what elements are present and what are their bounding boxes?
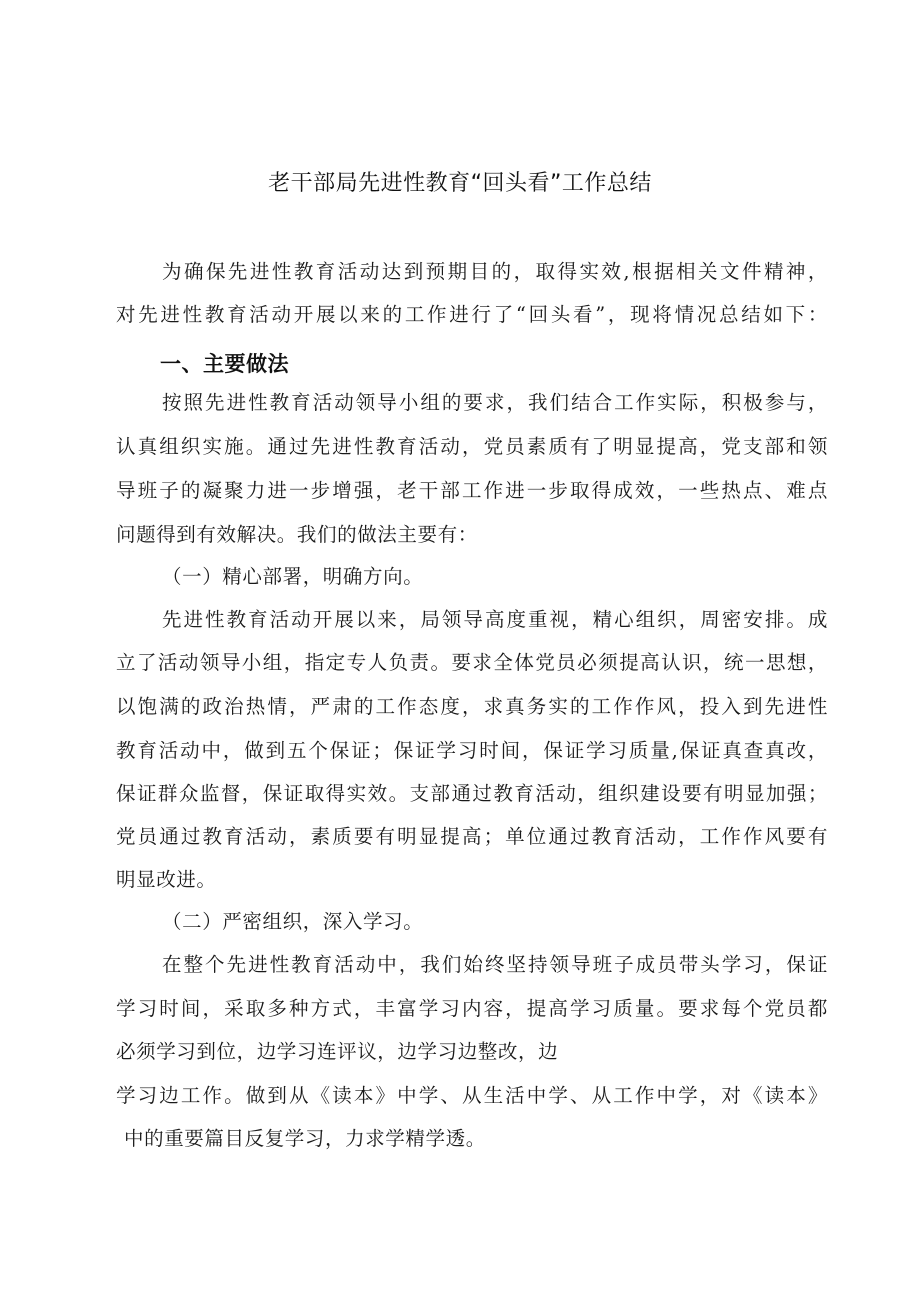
intro-line-2: 对先进性教育活动开展以来的工作进行了“回头看”，现将情况总结如下： <box>116 303 828 326</box>
para3-line-3: 必须学习到位，边学习连评议，边学习边整改，边 <box>116 1040 559 1063</box>
para3-line-2: 学习时间，采取多种方式，丰富学习内容，提高学习质量。要求每个党员都 <box>116 997 828 1020</box>
section-heading-main-practices: 一、主要做法 <box>160 352 289 376</box>
para2-line-3: 以饱满的政治热情，严肃的工作态度，求真务实的工作作风，投入到先进性 <box>116 695 828 718</box>
para2-line-1: 先进性教育活动开展以来，局领导高度重视，精心组织，周密安排。成 <box>162 608 828 631</box>
para2-line-5: 保证群众监督，保证取得实效。支部通过教育活动，组织建设要有明显加强； <box>116 782 828 805</box>
para3-line-1: 在整个先进性教育活动中，我们始终坚持领导班子成员带头学习，保证 <box>162 953 828 976</box>
para2-line-7: 明显改进。 <box>116 868 217 891</box>
intro-line-1: 为确保先进性教育活动达到预期目的，取得实效,根据相关文件精神， <box>162 260 828 283</box>
para1-line-2: 认真组织实施。通过先进性教育活动，党员素质有了明显提高，党支部和领 <box>116 435 828 458</box>
para1-line-3: 导班子的凝聚力进一步增强，老干部工作进一步取得成效，一些热点、难点 <box>116 479 828 502</box>
subheading-2: （二）严密组织，深入学习。 <box>162 910 424 933</box>
para2-line-4: 教育活动中，做到五个保证；保证学习时间，保证学习质量,保证真查真改， <box>116 739 828 762</box>
para1-line-1: 按照先进性教育活动领导小组的要求，我们结合工作实际，积极参与， <box>162 391 828 414</box>
para2-line-6: 党员通过教育活动，素质要有明显提高；单位通过教育活动，工作作风要有 <box>116 825 828 848</box>
subheading-1: （一）精心部署，明确方向。 <box>162 565 424 588</box>
para3-line-4: 学习边工作。做到从《读本》中学、从生活中学、从工作中学，对《读本》 <box>116 1084 828 1107</box>
para1-line-4: 问题得到有效解决。我们的做法主要有： <box>116 523 478 546</box>
para3-line-5: 中的重要篇目反复学习，力求学精学透。 <box>124 1127 486 1150</box>
para2-line-2: 立了活动领导小组，指定专人负责。要求全体党员必须提高认识，统一思想， <box>116 651 828 674</box>
document-title: 老干部局先进性教育“回头看”工作总结 <box>268 171 652 196</box>
